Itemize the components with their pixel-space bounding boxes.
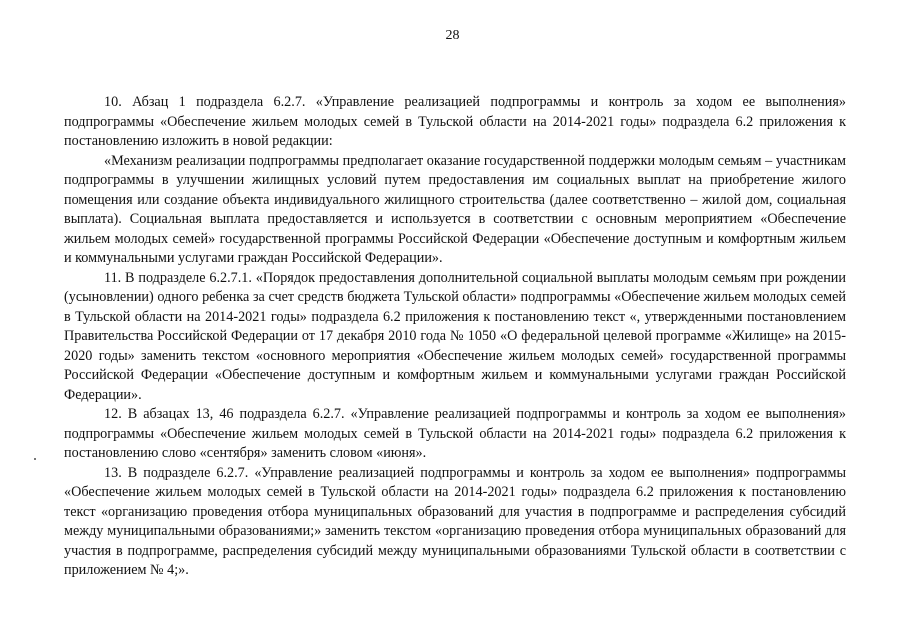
paragraph-13: 13. В подразделе 6.2.7. «Управление реализацией подпрограммы и контроль за ходом ее выполнения» подпрограммы «Обеспечение жильем молодых семей в Тульской области на 2014-2021 годы» подраздела 6.2 приложения к постановлению текст «организацию проведения отбора муниципальных образований для участия в подпрограмме и распределения субсидий между муниципальными образованиями;» заменить текстом «организацию проведения отбора муниципальных образований для участия в подпрограмме, распределения субсидий между муниципальными образованиями Тульской области в соответствии с приложением № 4;». (64, 464, 846, 578)
paragraph-12: 12. В абзацах 13, 46 подраздела 6.2.7. «Управление реализацией подпрограммы и контроль за ходом ее выполнения» подпрограммы «Обеспечение жильем молодых семей в Тульской области на 2014-2021 годы» подраздела 6.2 приложения к постановлению слово «сентября» заменить словом «июня». (64, 406, 846, 461)
paragraph-10: 10. Абзац 1 подраздела 6.2.7. «Управление реализацией подпрограммы и контроль за ходом ее выполнения» подпрограммы «Обеспечение жильем молодых семей в Тульской области на 2014-2021 годы» подраздела 6.2 приложения к постановлению изложить в новой редакции: (64, 94, 846, 149)
scan-artifact (34, 458, 36, 460)
paragraph-10-quoted-text: «Механизм реализации подпрограммы предполагает оказание государственной поддержки молодым семьям – участникам подпрограммы в улучшении жилищных условий путем предоставления им социальных выплат на приобретение жилого помещения или создание объекта индивидуального жилищного строительства (далее соответственно – жилой дом, социальная выплата). Социальная выплата предоставляется и используется в соответствии с основным мероприятием «Обеспечение жильем молодых семей» государственной программы Российской Федерации «Обеспечение доступным и комфортным жильем и коммунальными услугами граждан Российской Федерации». (64, 152, 846, 266)
paragraph-11: 11. В подразделе 6.2.7.1. «Порядок предоставления дополнительной социальной выплаты молодым семьям при рождении (усыновлении) одного ребенка за счет средств бюджета Тульской области» подпрограммы «Обеспечение жильем молодых семей в Тульской области на 2014-2021 годы» подраздела 6.2 приложения к постановлению текст «, утвержденными постановлением Правительства Российской Федерации от 17 декабря 2010 года № 1050 «О федеральной целевой программе «Жилище» на 2015-2020 годы» заменить текстом «основного мероприятия «Обеспечение жильем молодых семей» государственной программы Российской Федерации «Обеспечение доступным и комфортным жильем и коммунальными услугами граждан Российской Федерации». (64, 269, 846, 403)
document-body (64, 93, 846, 581)
page-number: 28 (445, 28, 460, 43)
